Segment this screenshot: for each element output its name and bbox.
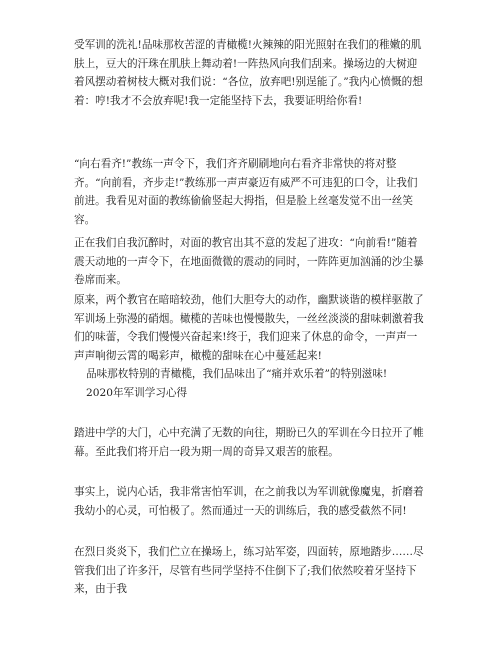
section-title: 2020年军训学习心得 (86, 387, 188, 399)
paragraph-fear-of-training: 事实上，说内心话，我非常害怕军训，在之前我以为军训就像魔鬼，折磨着我幼小的心灵，可怕极了。然而通过一天的训练后，我的感受截然不同! (74, 486, 424, 517)
paragraph-olive-taste: 品味那枚特别的青橄榄，我们品味出了“痛并欢乐着”的特别滋味! (86, 368, 388, 380)
paragraph-military-training-intro: 受军训的洗礼!品味那枚苦涩的青橄榄!火辣辣的阳光照射在我们的稚嫩的肌肤上，豆大的汗珠在肌肤上舞动着!一阵热风向我们刮来。操场边的大树迎着风摆动着树枝大概对我们说：“各位，放弃吧!别逞能了。”我内心愤慨的想着：哼!我才不会放弃呢!我一定能坚持下去，我要证明给你看! (74, 39, 423, 107)
paragraph-scorching-sun: 在烈日炎炎下，我们伫立在操场上，练习站军姿，四面转，原地踏步……尽管我们出了许多汗，尽管有些同学坚持不住倒下了;我们依然咬着牙坚持下来，由于我 (74, 546, 424, 595)
paragraph-counterattack: 正在我们自我沉醉时，对面的教官出其不意的发起了进攻：“向前看!”随着震天动地的一声令下，在地面微微的震动的同时，一阵阵更加汹涌的沙尘暴卷席而来。 (74, 237, 424, 286)
paragraph-enter-middle-school: 踏进中学的大门，心中充满了无数的向往，期盼已久的军训在今日拉开了帷幕。至此我们将开启一段为期一周的奇异又艰苦的旅程。 (74, 427, 424, 458)
paragraph-instructors-competition: 原来，两个教官在暗暗较劲，他们大胆夸大的动作，幽默谈谐的模样驱散了军训场上弥漫的硝烟。橄榄的苦味也慢慢散失，一丝丝淡淡的甜味刺激着我们的味蕾，令我们慢慢兴奋起来!终于，我们迎来了休息的命令，一声声一声声响彻云霄的喝彩声，橄榄的甜味在心中蔓延起来! (74, 294, 424, 362)
paragraph-align-right: “向右看齐!”教练一声令下，我们齐齐刷刷地向右看齐非常快的将对整齐。“向前看，齐步走!”教练那一声声豪迈有威严不可违犯的口令，让我们前进。我看见对面的教练偷偷竖起大拇指，但是脸上丝毫发觉不出一丝笑容。 (74, 158, 418, 226)
